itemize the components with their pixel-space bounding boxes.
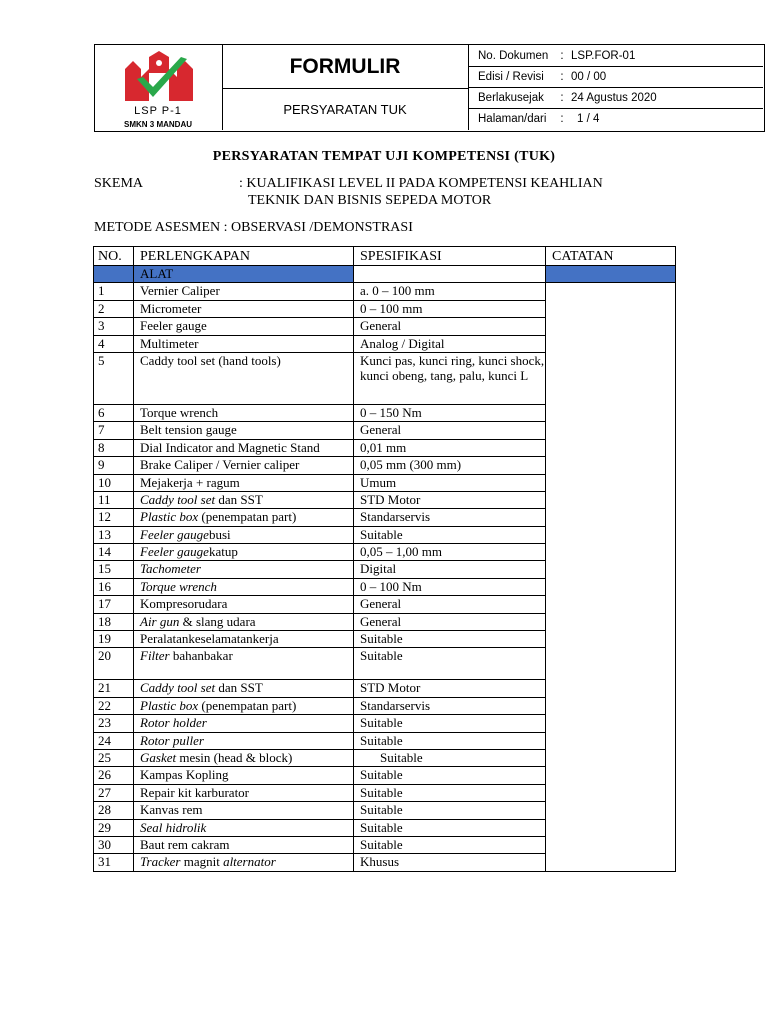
row-item-italic: Gasket	[140, 749, 177, 765]
row-item: Baut rem cakram	[134, 836, 354, 853]
row-number: 11	[94, 491, 134, 508]
row-item-rest: mesin (head & block)	[176, 749, 293, 765]
row-spec: Khusus	[354, 854, 546, 871]
row-item: Belt tension gauge	[134, 422, 354, 439]
form-title-cell	[222, 45, 469, 130]
row-item: Multimeter	[134, 335, 354, 352]
row-spec: Analog / Digital	[354, 335, 546, 352]
section-cell	[94, 266, 134, 283]
row-item-rest: (penempatan part)	[198, 697, 297, 713]
row-number: 22	[94, 697, 134, 714]
row-number: 12	[94, 509, 134, 526]
meta-sep: :	[560, 113, 564, 125]
row-item: Vernier Caliper	[134, 283, 354, 300]
row-item: Feeler gauge	[134, 318, 354, 335]
meta-key: No. Dokumen	[478, 49, 549, 62]
row-spec: Suitable	[354, 526, 546, 543]
row-number: 30	[94, 836, 134, 853]
row-item: Dial Indicator and Magnetic Stand	[134, 439, 354, 456]
meta-sep: :	[560, 92, 564, 104]
equipment-table	[93, 246, 676, 872]
meta-row-edisi	[468, 66, 763, 87]
row-number: 24	[94, 732, 134, 749]
row-spec: Suitable	[354, 784, 546, 801]
row-number: 10	[94, 474, 134, 491]
logo-text: LSP P-1	[134, 105, 182, 117]
col-header-no: NO.	[94, 247, 134, 266]
row-item: Kanvas rem	[134, 802, 354, 819]
row-spec: STD Motor	[354, 680, 546, 697]
row-number: 25	[94, 749, 134, 766]
row-item: Mejakerja + ragum	[134, 474, 354, 491]
lsp-logo-icon	[103, 49, 213, 109]
row-spec: General	[354, 596, 546, 613]
row-item-italic: Air gun	[140, 613, 180, 629]
row-item	[134, 578, 354, 595]
row-item	[134, 680, 354, 697]
row-spec: Suitable	[354, 631, 546, 648]
row-item-italic: Plastic box	[140, 509, 199, 525]
row-item	[134, 613, 354, 630]
document-title: PERSYARATAN TEMPAT UJI KOMPETENSI (TUK)	[212, 149, 556, 164]
row-number: 8	[94, 439, 134, 456]
row-spec: Suitable	[354, 749, 546, 766]
meta-sep: :	[560, 71, 564, 83]
meta-value: 00 / 00	[571, 71, 607, 83]
row-item	[134, 561, 354, 578]
row-spec: 0,05 – 1,00 mm	[354, 544, 546, 561]
row-item-rest: & slang udara	[179, 613, 256, 629]
row-spec: a. 0 – 100 mm	[354, 283, 546, 300]
row-item-italic: Tracker	[140, 854, 181, 870]
row-spec: General	[354, 422, 546, 439]
row-item-italic: Rotor holder	[140, 715, 207, 731]
row-spec: Standarservis	[354, 509, 546, 526]
row-number: 19	[94, 631, 134, 648]
row-spec: Suitable	[354, 715, 546, 732]
row-item-rest: bahanbakar	[169, 648, 233, 664]
row-number: 18	[94, 613, 134, 630]
skema-value-line-1: : KUALIFIKASI LEVEL II PADA KOMPETENSI KEAHLIAN	[239, 176, 603, 191]
meta-key: Edisi / Revisi	[478, 71, 544, 83]
row-item-rest: katup	[208, 544, 238, 560]
meta-value: 1 / 4	[577, 113, 600, 125]
row-item-italic: Caddy tool set	[140, 680, 216, 696]
row-number: 15	[94, 561, 134, 578]
col-header-perlengkapan: PERLENGKAPAN	[134, 247, 354, 266]
row-spec: 0,05 mm (300 mm)	[354, 457, 546, 474]
row-number: 17	[94, 596, 134, 613]
row-number: 3	[94, 318, 134, 335]
row-item: Micrometer	[134, 300, 354, 317]
table-header-row	[94, 247, 676, 266]
row-item	[134, 491, 354, 508]
row-item	[134, 732, 354, 749]
row-spec: Suitable	[354, 802, 546, 819]
row-item-rest: (penempatan part)	[198, 509, 297, 525]
row-spec: Suitable	[354, 767, 546, 784]
row-spec: 0,01 mm	[354, 439, 546, 456]
row-number: 26	[94, 767, 134, 784]
document-header	[94, 44, 765, 132]
row-spec: Suitable	[354, 648, 546, 680]
col-header-catatan: CATATAN	[546, 247, 676, 266]
skema-label: SKEMA	[94, 176, 144, 191]
row-item-italic: alternator	[223, 854, 276, 870]
row-item-italic: Tachometer	[140, 561, 201, 577]
meta-value: 24 Agustus 2020	[571, 92, 657, 104]
row-spec: Umum	[354, 474, 546, 491]
form-title: FORMULIR	[222, 45, 468, 89]
row-number: 28	[94, 802, 134, 819]
section-row-alat	[94, 266, 676, 283]
row-item	[134, 697, 354, 714]
meta-value: LSP.FOR-01	[571, 49, 636, 62]
row-item-italic: Caddy tool set	[140, 491, 216, 507]
meta-sep: :	[560, 49, 564, 62]
row-spec: 0 – 100 Nm	[354, 578, 546, 595]
row-item-rest: busi	[208, 526, 231, 542]
row-item-italic: Filter	[140, 648, 170, 664]
row-item	[134, 544, 354, 561]
row-spec: General	[354, 613, 546, 630]
row-item: Torque wrench	[134, 404, 354, 421]
row-spec: Digital	[354, 561, 546, 578]
row-number: 21	[94, 680, 134, 697]
row-number: 31	[94, 854, 134, 871]
row-number: 27	[94, 784, 134, 801]
row-item	[134, 819, 354, 836]
row-number: 29	[94, 819, 134, 836]
meta-row-dokumen	[468, 45, 763, 66]
row-item	[134, 854, 354, 871]
row-item	[134, 526, 354, 543]
row-item: Repair kit karburator	[134, 784, 354, 801]
meta-row-berlaku	[468, 87, 763, 108]
row-number: 20	[94, 648, 134, 680]
row-item	[134, 648, 354, 680]
row-item-rest: dan SST	[215, 680, 263, 696]
table-row	[94, 283, 676, 300]
meta-key: Berlakusejak	[478, 92, 544, 104]
row-spec: Kunci pas, kunci ring, kunci shock, kunci obeng, tang, palu, kunci L	[354, 352, 546, 404]
row-number: 6	[94, 404, 134, 421]
catatan-cell	[546, 283, 676, 871]
row-item-italic: Torque wrench	[140, 578, 217, 594]
row-number: 2	[94, 300, 134, 317]
row-item: Peralatankeselamatankerja	[134, 631, 354, 648]
row-item: Kampas Kopling	[134, 767, 354, 784]
row-number: 14	[94, 544, 134, 561]
logo-cell	[95, 45, 223, 130]
row-spec: Standarservis	[354, 697, 546, 714]
section-cell	[546, 266, 676, 283]
row-spec: General	[354, 318, 546, 335]
section-label: ALAT	[134, 266, 354, 283]
row-item-rest: magnit	[180, 854, 224, 870]
row-item-italic: Feeler gauge	[140, 544, 209, 560]
row-item	[134, 749, 354, 766]
row-spec: 0 – 150 Nm	[354, 404, 546, 421]
meta-row-halaman	[468, 108, 763, 129]
col-header-spesifikasi: SPESIFIKASI	[354, 247, 546, 266]
row-item-italic: Rotor puller	[140, 732, 204, 748]
row-number: 9	[94, 457, 134, 474]
metode-asesmen: METODE ASESMEN : OBSERVASI /DEMONSTRASI	[94, 220, 413, 235]
row-item-italic: Seal hidrolik	[140, 819, 207, 835]
row-item	[134, 715, 354, 732]
row-number: 16	[94, 578, 134, 595]
row-item: Kompresorudara	[134, 596, 354, 613]
lsp-logo	[103, 49, 213, 129]
row-item: Brake Caliper / Vernier caliper	[134, 457, 354, 474]
row-spec: STD Motor	[354, 491, 546, 508]
row-spec: 0 – 100 mm	[354, 300, 546, 317]
logo-subtext: SMKN 3 MANDAU	[124, 120, 192, 129]
form-subtitle: PERSYARATAN TUK	[283, 101, 407, 117]
row-number: 13	[94, 526, 134, 543]
row-item	[134, 509, 354, 526]
row-number: 23	[94, 715, 134, 732]
row-spec: Suitable	[354, 836, 546, 853]
row-spec: Suitable	[354, 732, 546, 749]
section-cell	[354, 266, 546, 283]
row-number: 5	[94, 352, 134, 404]
row-number: 1	[94, 283, 134, 300]
row-item-italic: Feeler gauge	[140, 526, 209, 542]
row-item-rest: dan SST	[215, 491, 263, 507]
row-number: 7	[94, 422, 134, 439]
row-number: 4	[94, 335, 134, 352]
meta-key: Halaman/dari	[478, 113, 547, 125]
document-meta	[468, 45, 763, 130]
row-item: Caddy tool set (hand tools)	[134, 352, 354, 404]
skema-value-line-2: TEKNIK DAN BISNIS SEPEDA MOTOR	[248, 193, 492, 208]
row-spec: Suitable	[354, 819, 546, 836]
row-item-italic: Plastic box	[140, 697, 199, 713]
